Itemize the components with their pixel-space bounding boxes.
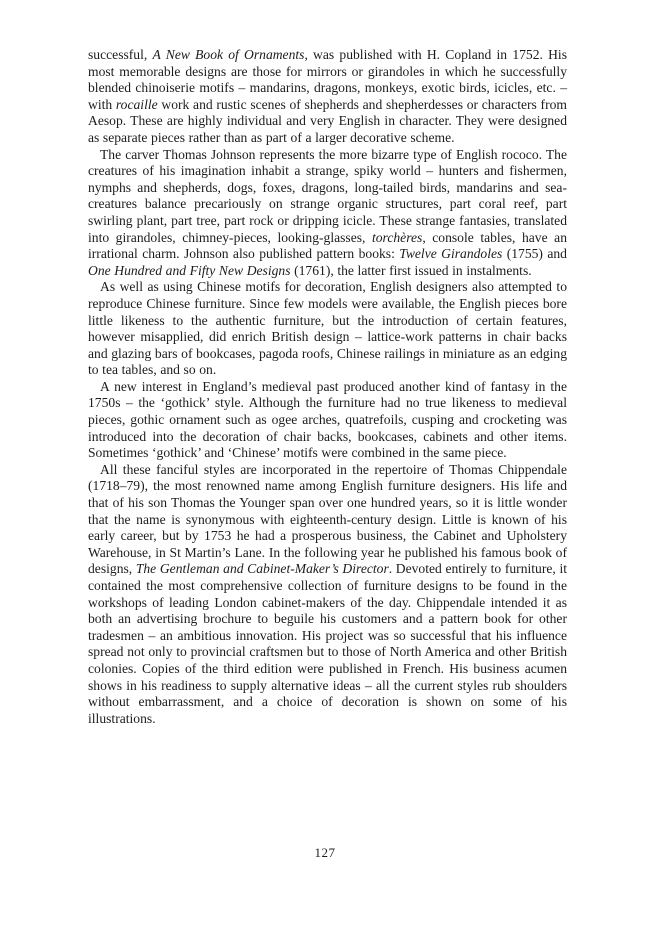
page-body <box>88 47 567 727</box>
paragraph-1 <box>88 47 567 147</box>
italic-title-text: The Gentleman and Cabinet-Maker’s Director <box>135 561 389 577</box>
italic-title-text: rocaille <box>115 96 158 112</box>
italic-title-text: One Hundred and Fifty New Designs <box>88 262 291 278</box>
body-text: , console tables, have an irrational charm. Johnson also published pattern books: <box>88 229 567 262</box>
paragraph-5 <box>88 462 567 728</box>
body-text: successful, <box>88 47 153 62</box>
italic-title-text: A New Book of Ornaments <box>152 47 305 62</box>
body-text: . Devoted entirely to furniture, it contained the most comprehensive collection of furniture designs to be found in the workshops of leading London cabinet-makers of the day. Chippendale intended it as both an advertising brochure to beguile his customers and a pattern book for other tradesmen – an ambitious innovation. His project was so successful that his influence spread not only to provincial craftsmen but to those of North America and other British colonies. Copies of the third edition were published in French. His business acumen shows in his readiness to supply alternative ideas – all the current styles rub shoulders without embarrassment, and a choice of decoration is shown on some of his illustrations. <box>88 561 568 726</box>
page-number: 127 <box>314 845 336 860</box>
paragraph-3 <box>88 279 567 379</box>
body-text: A new interest in England’s medieval past produced another kind of fantasy in the 1750s – the ‘gothick’ style. Although the furniture had no true likeness to medieval pieces, gothic ornament such as ogee arches, quatrefoils, cusping and crocketing was introduced into the decoration of chair backs, bookcases, cabinets and other items. Sometimes ‘gothick’ and ‘Chinese’ motifs were combined in the same piece. <box>88 378 567 461</box>
italic-title-text: Twelve Girandoles <box>399 246 503 262</box>
body-text: (1761), the latter first issued in instalments. <box>290 262 532 278</box>
body-text: The carver Thomas Johnson represents the more bizarre type of English rococo. The creatures of his imagination inhabit a strange, spiky world – hunters and fishermen, nymphs and shepherds, dogs, foxes, dragons, long-tailed birds, mandarins and sea-creatures balance precariously on strange organic structures, part coral reef, part swirling plant, part tree, part rock or dripping icicle. These strange fantasies, translated into girandoles, chimney-pieces, looking-glasses, <box>88 146 567 245</box>
italic-title-text: torchères <box>371 229 423 245</box>
body-text: As well as using Chinese motifs for decoration, English designers also attempted to reproduce Chinese furniture. Since few models were available, the English pieces bore little likeness to the authentic furniture, but the introduction of certain features, however misapplied, did enrich British design – lattice-work patterns in chair backs and glazing bars of bookcases, pagoda roofs, Chinese railings in miniature as an edging to tea tables, and so on. <box>88 279 567 378</box>
body-text: , was published with H. Copland in 1752. His most memorable designs are those for mirrors or girandoles in which he successfully blended chinoiserie motifs – mandarins, dragons, monkeys, exotic birds, icicles, etc. – with <box>88 47 567 112</box>
paragraph-4 <box>88 379 567 462</box>
paragraph-2 <box>88 147 567 280</box>
body-text: (1755) and <box>502 246 567 262</box>
body-text: All these fanciful styles are incorporated in the repertoire of Thomas Chippendale (1718–79), the most renowned name among English furniture designers. His life and that of his son Thomas the Younger span over one hundred years, so it is little wonder that the name is synonymous with eighteenth-century design. Little is known of his early career, but by 1753 he had a prosperous business, the Cabinet and Upholstery Warehouse, in St Martin’s Lane. In the following year he published his famous book of designs, <box>88 461 567 577</box>
body-text: work and rustic scenes of shepherds and shepherdesses or characters from Aesop. These are highly individual and very English in character. They were designed as separate pieces rather than as part of a larger decorative scheme. <box>88 96 567 145</box>
